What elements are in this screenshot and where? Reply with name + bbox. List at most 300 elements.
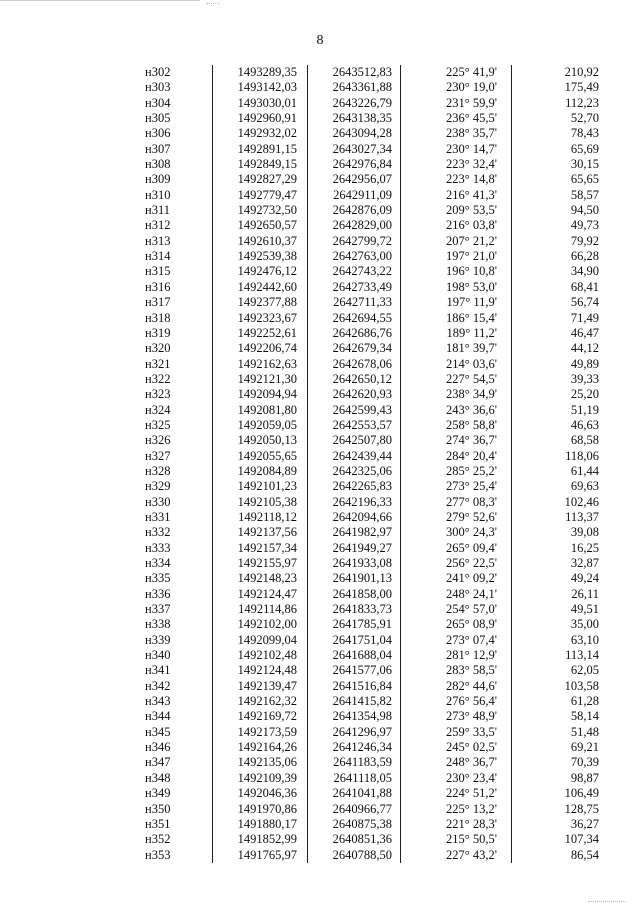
- direction-angle-cell: 254° 57,0': [401, 602, 512, 617]
- x-coordinate-cell: 1492118,12: [213, 510, 308, 525]
- direction-angle-cell: 277° 08,3': [401, 495, 512, 510]
- table-row: [133, 80, 609, 95]
- table-row: [133, 479, 609, 494]
- point-id-cell: н340: [145, 648, 171, 663]
- distance-cell: 65,69: [512, 142, 610, 157]
- x-coordinate-cell: 1492137,56: [213, 525, 308, 540]
- y-coordinate-cell: 2642829,00: [308, 218, 401, 233]
- point-id-cell: н323: [145, 387, 171, 402]
- distance-cell: 46,47: [512, 326, 610, 341]
- y-coordinate-cell: 2642679,34: [308, 341, 401, 356]
- y-coordinate-cell: 2641833,73: [308, 602, 401, 617]
- x-coordinate-cell: 1492105,38: [213, 495, 308, 510]
- x-coordinate-cell: 1492055,65: [213, 449, 308, 464]
- point-id-cell: н305: [145, 111, 171, 126]
- table-row: [133, 817, 609, 832]
- table-row: [133, 786, 609, 801]
- direction-angle-cell: 181° 39,7': [401, 341, 512, 356]
- x-coordinate-cell: 1492827,29: [213, 172, 308, 187]
- y-coordinate-cell: 2640788,50: [308, 848, 401, 863]
- table-row: [133, 464, 609, 479]
- x-coordinate-cell: 1492114,86: [213, 602, 308, 617]
- direction-angle-cell: 273° 25,4': [401, 479, 512, 494]
- y-coordinate-cell: 2641982,97: [308, 525, 401, 540]
- y-coordinate-cell: 2641516,84: [308, 679, 401, 694]
- table-row: [133, 541, 609, 556]
- point-id-cell: н338: [145, 617, 171, 632]
- distance-cell: 61,28: [512, 694, 610, 709]
- y-coordinate-cell: 2641246,34: [308, 740, 401, 755]
- distance-cell: 68,41: [512, 280, 610, 295]
- point-id-cell: н348: [145, 770, 171, 785]
- x-coordinate-cell: 1492081,80: [213, 403, 308, 418]
- distance-cell: 51,48: [512, 725, 610, 740]
- table-row: [133, 587, 609, 602]
- direction-angle-cell: 273° 48,9': [401, 709, 512, 724]
- y-coordinate-cell: 2641118,05: [308, 771, 401, 786]
- table-row: [133, 188, 609, 203]
- point-id-cell: н352: [145, 832, 171, 847]
- x-coordinate-cell: 1492162,63: [213, 357, 308, 372]
- point-id-cell: н327: [145, 448, 171, 463]
- distance-cell: 106,49: [512, 786, 610, 801]
- distance-cell: 34,90: [512, 264, 610, 279]
- direction-angle-cell: 231° 59,9': [401, 96, 512, 111]
- point-id-cell: н329: [145, 479, 171, 494]
- direction-angle-cell: 230° 23,4': [401, 771, 512, 786]
- x-coordinate-cell: 1492046,36: [213, 786, 308, 801]
- direction-angle-cell: 224° 51,2': [401, 786, 512, 801]
- point-id-cell: н315: [145, 264, 171, 279]
- direction-angle-cell: 221° 28,3': [401, 817, 512, 832]
- distance-cell: 78,43: [512, 126, 610, 141]
- y-coordinate-cell: 2642743,22: [308, 264, 401, 279]
- point-id-cell: н339: [145, 632, 171, 647]
- distance-cell: 70,39: [512, 755, 610, 770]
- direction-angle-cell: 248° 36,7': [401, 755, 512, 770]
- x-coordinate-cell: 1492059,05: [213, 418, 308, 433]
- direction-angle-cell: 216° 41,3': [401, 188, 512, 203]
- point-id-cell: н319: [145, 325, 171, 340]
- y-coordinate-cell: 2642686,76: [308, 326, 401, 341]
- coordinates-table: [133, 65, 609, 863]
- y-coordinate-cell: 2642694,55: [308, 311, 401, 326]
- direction-angle-cell: 215° 50,5': [401, 832, 512, 847]
- table-row: [133, 341, 609, 356]
- direction-angle-cell: 230° 14,7': [401, 142, 512, 157]
- x-coordinate-cell: 1493030,01: [213, 96, 308, 111]
- point-id-cell: н353: [145, 847, 171, 862]
- direction-angle-cell: 285° 25,2': [401, 464, 512, 479]
- distance-cell: 102,46: [512, 495, 610, 510]
- distance-cell: 113,14: [512, 648, 610, 663]
- x-coordinate-cell: 1492101,23: [213, 479, 308, 494]
- y-coordinate-cell: 2642325,06: [308, 464, 401, 479]
- direction-angle-cell: 189° 11,2': [401, 326, 512, 341]
- distance-cell: 107,34: [512, 832, 610, 847]
- distance-cell: 49,24: [512, 571, 610, 586]
- table-row: [133, 571, 609, 586]
- distance-cell: 66,28: [512, 249, 610, 264]
- scan-edge-dots: [206, 3, 220, 4]
- distance-cell: 112,23: [512, 96, 610, 111]
- point-id-cell: н349: [145, 786, 171, 801]
- table-row: [133, 203, 609, 218]
- x-coordinate-cell: 1492135,06: [213, 755, 308, 770]
- x-coordinate-cell: 1492849,15: [213, 157, 308, 172]
- direction-angle-cell: 197° 21,0': [401, 249, 512, 264]
- distance-cell: 62,05: [512, 663, 610, 678]
- y-coordinate-cell: 2643226,79: [308, 96, 401, 111]
- y-coordinate-cell: 2642733,49: [308, 280, 401, 295]
- coordinates-table-body: [133, 65, 609, 863]
- table-row: [133, 403, 609, 418]
- y-coordinate-cell: 2640851,36: [308, 832, 401, 847]
- direction-angle-cell: 225° 13,2': [401, 802, 512, 817]
- table-row: [133, 172, 609, 187]
- x-coordinate-cell: 1492442,60: [213, 280, 308, 295]
- point-id-cell: н344: [145, 709, 171, 724]
- direction-angle-cell: 245° 02,5': [401, 740, 512, 755]
- y-coordinate-cell: 2642799,72: [308, 234, 401, 249]
- table-row: [133, 126, 609, 141]
- distance-cell: 25,20: [512, 387, 610, 402]
- distance-cell: 69,63: [512, 479, 610, 494]
- distance-cell: 35,00: [512, 617, 610, 632]
- direction-angle-cell: 283° 58,5': [401, 663, 512, 678]
- y-coordinate-cell: 2641296,97: [308, 725, 401, 740]
- direction-angle-cell: 214° 03,6': [401, 357, 512, 372]
- x-coordinate-cell: 1492960,91: [213, 111, 308, 126]
- y-coordinate-cell: 2642620,93: [308, 387, 401, 402]
- distance-cell: 49,73: [512, 218, 610, 233]
- direction-angle-cell: 256° 22,5': [401, 556, 512, 571]
- table-row: [133, 357, 609, 372]
- direction-angle-cell: 259° 33,5': [401, 725, 512, 740]
- distance-cell: 49,89: [512, 357, 610, 372]
- point-id-cell: н306: [145, 126, 171, 141]
- table-row: [133, 525, 609, 540]
- direction-angle-cell: 238° 34,9': [401, 387, 512, 402]
- table-row: [133, 832, 609, 847]
- y-coordinate-cell: 2641041,88: [308, 786, 401, 801]
- table-row: [133, 755, 609, 770]
- table-row: [133, 694, 609, 709]
- distance-cell: 65,65: [512, 172, 610, 187]
- table-row: [133, 433, 609, 448]
- table-row: [133, 449, 609, 464]
- y-coordinate-cell: 2641415,82: [308, 694, 401, 709]
- x-coordinate-cell: 1492124,48: [213, 663, 308, 678]
- y-coordinate-cell: 2640875,38: [308, 817, 401, 832]
- direction-angle-cell: 238° 35,7': [401, 126, 512, 141]
- point-id-cell: н330: [145, 494, 171, 509]
- point-id-cell: н334: [145, 556, 171, 570]
- x-coordinate-cell: 1492162,32: [213, 694, 308, 709]
- x-coordinate-cell: 1492377,88: [213, 295, 308, 310]
- direction-angle-cell: 209° 53,5': [401, 203, 512, 218]
- distance-cell: 32,87: [512, 556, 610, 571]
- table-row: [133, 418, 609, 433]
- table-row: [133, 111, 609, 126]
- y-coordinate-cell: 2642196,33: [308, 495, 401, 510]
- distance-cell: 79,92: [512, 234, 610, 249]
- direction-angle-cell: 223° 14,8': [401, 172, 512, 187]
- y-coordinate-cell: 2643094,28: [308, 126, 401, 141]
- table-row: [133, 510, 609, 525]
- x-coordinate-cell: 1492206,74: [213, 341, 308, 356]
- x-coordinate-cell: 1492650,57: [213, 218, 308, 233]
- distance-cell: 39,08: [512, 525, 610, 540]
- direction-angle-cell: 223° 32,4': [401, 157, 512, 172]
- distance-cell: 86,54: [512, 848, 610, 863]
- x-coordinate-cell: 1491880,17: [213, 817, 308, 832]
- direction-angle-cell: 230° 19,0': [401, 80, 512, 95]
- y-coordinate-cell: 2641183,59: [308, 755, 401, 770]
- x-coordinate-cell: 1492932,02: [213, 126, 308, 141]
- point-id-cell: н342: [145, 678, 171, 693]
- point-id-cell: н345: [145, 724, 171, 739]
- distance-cell: 26,11: [512, 587, 610, 602]
- y-coordinate-cell: 2643138,35: [308, 111, 401, 126]
- point-id-cell: н341: [145, 663, 171, 678]
- distance-cell: 36,27: [512, 817, 610, 832]
- x-coordinate-cell: 1492124,47: [213, 587, 308, 602]
- x-coordinate-cell: 1492109,39: [213, 771, 308, 786]
- point-id-cell: н318: [145, 310, 171, 325]
- y-coordinate-cell: 2642507,80: [308, 433, 401, 448]
- y-coordinate-cell: 2641688,04: [308, 648, 401, 663]
- direction-angle-cell: 236° 45,5': [401, 111, 512, 126]
- table-row: [133, 96, 609, 111]
- direction-angle-cell: 225° 41,9': [401, 65, 512, 80]
- x-coordinate-cell: 1492099,04: [213, 633, 308, 648]
- table-row: [133, 495, 609, 510]
- direction-angle-cell: 241° 09,2': [401, 571, 512, 586]
- point-id-cell: н332: [145, 525, 171, 540]
- x-coordinate-cell: 1491970,86: [213, 802, 308, 817]
- point-id-cell: н346: [145, 740, 171, 755]
- table-row: [133, 771, 609, 786]
- direction-angle-cell: 273° 07,4': [401, 633, 512, 648]
- point-id-cell: н343: [145, 694, 171, 709]
- direction-angle-cell: 243° 36,6': [401, 403, 512, 418]
- direction-angle-cell: 248° 24,1': [401, 587, 512, 602]
- x-coordinate-cell: 1492050,13: [213, 433, 308, 448]
- y-coordinate-cell: 2642265,83: [308, 479, 401, 494]
- direction-angle-cell: 276° 56,4': [401, 694, 512, 709]
- direction-angle-cell: 279° 52,6': [401, 510, 512, 525]
- distance-cell: 52,70: [512, 111, 610, 126]
- table-row: [133, 372, 609, 387]
- y-coordinate-cell: 2643027,34: [308, 142, 401, 157]
- x-coordinate-cell: 1492173,59: [213, 725, 308, 740]
- point-id-cell: н310: [145, 187, 171, 202]
- y-coordinate-cell: 2642678,06: [308, 357, 401, 372]
- distance-cell: 46,63: [512, 418, 610, 433]
- point-id-cell: н337: [145, 602, 171, 617]
- distance-cell: 210,92: [512, 65, 610, 80]
- point-id-cell: н351: [145, 816, 171, 831]
- direction-angle-cell: 227° 43,2': [401, 848, 512, 863]
- distance-cell: 61,44: [512, 464, 610, 479]
- point-id-cell: н313: [145, 233, 171, 248]
- x-coordinate-cell: 1492610,37: [213, 234, 308, 249]
- point-id-cell: н347: [145, 755, 171, 770]
- table-row: [133, 264, 609, 279]
- table-row: [133, 602, 609, 617]
- x-coordinate-cell: 1493142,03: [213, 80, 308, 95]
- direction-angle-cell: 265° 08,9': [401, 617, 512, 632]
- direction-angle-cell: 258° 58,8': [401, 418, 512, 433]
- scan-edge-line: [0, 0, 200, 1]
- distance-cell: 68,58: [512, 433, 610, 448]
- distance-cell: 58,14: [512, 709, 610, 724]
- direction-angle-cell: 197° 11,9': [401, 295, 512, 310]
- distance-cell: 103,58: [512, 679, 610, 694]
- direction-angle-cell: 186° 15,4': [401, 311, 512, 326]
- table-row: [133, 709, 609, 724]
- point-id-cell: н325: [145, 417, 171, 432]
- y-coordinate-cell: 2643512,83: [308, 65, 401, 80]
- y-coordinate-cell: 2642976,84: [308, 157, 401, 172]
- x-coordinate-cell: 1491765,97: [213, 848, 308, 863]
- distance-cell: 94,50: [512, 203, 610, 218]
- direction-angle-cell: 198° 53,0': [401, 280, 512, 295]
- distance-cell: 44,12: [512, 341, 610, 356]
- distance-cell: 98,87: [512, 771, 610, 786]
- direction-angle-cell: 207° 21,2': [401, 234, 512, 249]
- distance-cell: 69,21: [512, 740, 610, 755]
- y-coordinate-cell: 2642094,66: [308, 510, 401, 525]
- point-id-cell: н324: [145, 402, 171, 417]
- x-coordinate-cell: 1492539,38: [213, 249, 308, 264]
- distance-cell: 118,06: [512, 449, 610, 464]
- direction-angle-cell: 265° 09,4': [401, 541, 512, 556]
- x-coordinate-cell: 1492139,47: [213, 679, 308, 694]
- table-row: [133, 295, 609, 310]
- x-coordinate-cell: 1492732,50: [213, 203, 308, 218]
- direction-angle-cell: 274° 36,7': [401, 433, 512, 448]
- y-coordinate-cell: 2641751,04: [308, 633, 401, 648]
- point-id-cell: н333: [145, 540, 171, 555]
- point-id-cell: н314: [145, 249, 171, 264]
- table-row: [133, 142, 609, 157]
- distance-cell: 30,15: [512, 157, 610, 172]
- point-id-cell: н328: [145, 463, 171, 478]
- y-coordinate-cell: 2641933,08: [308, 556, 401, 571]
- point-id-cell: н317: [145, 295, 171, 310]
- x-coordinate-cell: 1492891,15: [213, 142, 308, 157]
- distance-cell: 39,33: [512, 372, 610, 387]
- y-coordinate-cell: 2640966,77: [308, 802, 401, 817]
- x-coordinate-cell: 1492252,61: [213, 326, 308, 341]
- x-coordinate-cell: 1491852,99: [213, 832, 308, 847]
- y-coordinate-cell: 2641577,06: [308, 663, 401, 678]
- point-id-cell: н320: [145, 341, 171, 356]
- table-row: [133, 725, 609, 740]
- y-coordinate-cell: 2642439,44: [308, 449, 401, 464]
- y-coordinate-cell: 2643361,88: [308, 80, 401, 95]
- table-row: [133, 311, 609, 326]
- direction-angle-cell: 300° 24,3': [401, 525, 512, 540]
- table-row: [133, 280, 609, 295]
- x-coordinate-cell: 1492323,67: [213, 311, 308, 326]
- scan-edge-dots-bottom: [588, 901, 626, 902]
- x-coordinate-cell: 1492148,23: [213, 571, 308, 586]
- page-number: 8: [316, 33, 324, 48]
- table-row: [133, 848, 609, 863]
- distance-cell: 51,19: [512, 403, 610, 418]
- table-row: [133, 556, 609, 571]
- table-row: [133, 234, 609, 249]
- x-coordinate-cell: 1493289,35: [213, 65, 308, 80]
- x-coordinate-cell: 1492084,89: [213, 464, 308, 479]
- y-coordinate-cell: 2642763,00: [308, 249, 401, 264]
- point-id-cell: н311: [145, 203, 170, 218]
- table-row: [133, 617, 609, 632]
- table-row: [133, 65, 609, 80]
- x-coordinate-cell: 1492476,12: [213, 264, 308, 279]
- y-coordinate-cell: 2641949,27: [308, 541, 401, 556]
- y-coordinate-cell: 2642711,33: [308, 295, 401, 310]
- y-coordinate-cell: 2642553,57: [308, 418, 401, 433]
- distance-cell: 175,49: [512, 80, 610, 95]
- direction-angle-cell: 284° 20,4': [401, 449, 512, 464]
- distance-cell: 128,75: [512, 802, 610, 817]
- x-coordinate-cell: 1492169,72: [213, 709, 308, 724]
- distance-cell: 113,37: [512, 510, 610, 525]
- table-row: [133, 218, 609, 233]
- distance-cell: 63,10: [512, 633, 610, 648]
- distance-cell: 56,74: [512, 295, 610, 310]
- y-coordinate-cell: 2641354,98: [308, 709, 401, 724]
- point-id-cell: н331: [145, 509, 171, 524]
- point-id-cell: н303: [145, 80, 171, 95]
- direction-angle-cell: 281° 12,9': [401, 648, 512, 663]
- y-coordinate-cell: 2641901,13: [308, 571, 401, 586]
- x-coordinate-cell: 1492164,26: [213, 740, 308, 755]
- x-coordinate-cell: 1492102,00: [213, 617, 308, 632]
- table-row: [133, 326, 609, 341]
- y-coordinate-cell: 2642876,09: [308, 203, 401, 218]
- x-coordinate-cell: 1492779,47: [213, 188, 308, 203]
- table-row: [133, 249, 609, 264]
- table-row: [133, 740, 609, 755]
- y-coordinate-cell: 2642599,43: [308, 403, 401, 418]
- x-coordinate-cell: 1492157,34: [213, 541, 308, 556]
- y-coordinate-cell: 2641858,00: [308, 587, 401, 602]
- distance-cell: 16,25: [512, 541, 610, 556]
- distance-cell: 58,57: [512, 188, 610, 203]
- distance-cell: 71,49: [512, 311, 610, 326]
- point-id-cell: н350: [145, 801, 171, 816]
- y-coordinate-cell: 2641785,91: [308, 617, 401, 632]
- point-id-cell: н322: [145, 371, 171, 386]
- point-id-cell: н307: [145, 141, 171, 156]
- x-coordinate-cell: 1492155,97: [213, 556, 308, 571]
- direction-angle-cell: 282° 44,6': [401, 679, 512, 694]
- direction-angle-cell: 196° 10,8': [401, 264, 512, 279]
- y-coordinate-cell: 2642650,12: [308, 372, 401, 387]
- table-row: [133, 157, 609, 172]
- point-id-cell: н316: [145, 279, 171, 294]
- point-id-cell: н335: [145, 571, 171, 586]
- point-id-cell: н302: [145, 65, 171, 79]
- point-id-cell: н309: [145, 172, 171, 187]
- table-row: [133, 663, 609, 678]
- direction-angle-cell: 216° 03,8': [401, 218, 512, 233]
